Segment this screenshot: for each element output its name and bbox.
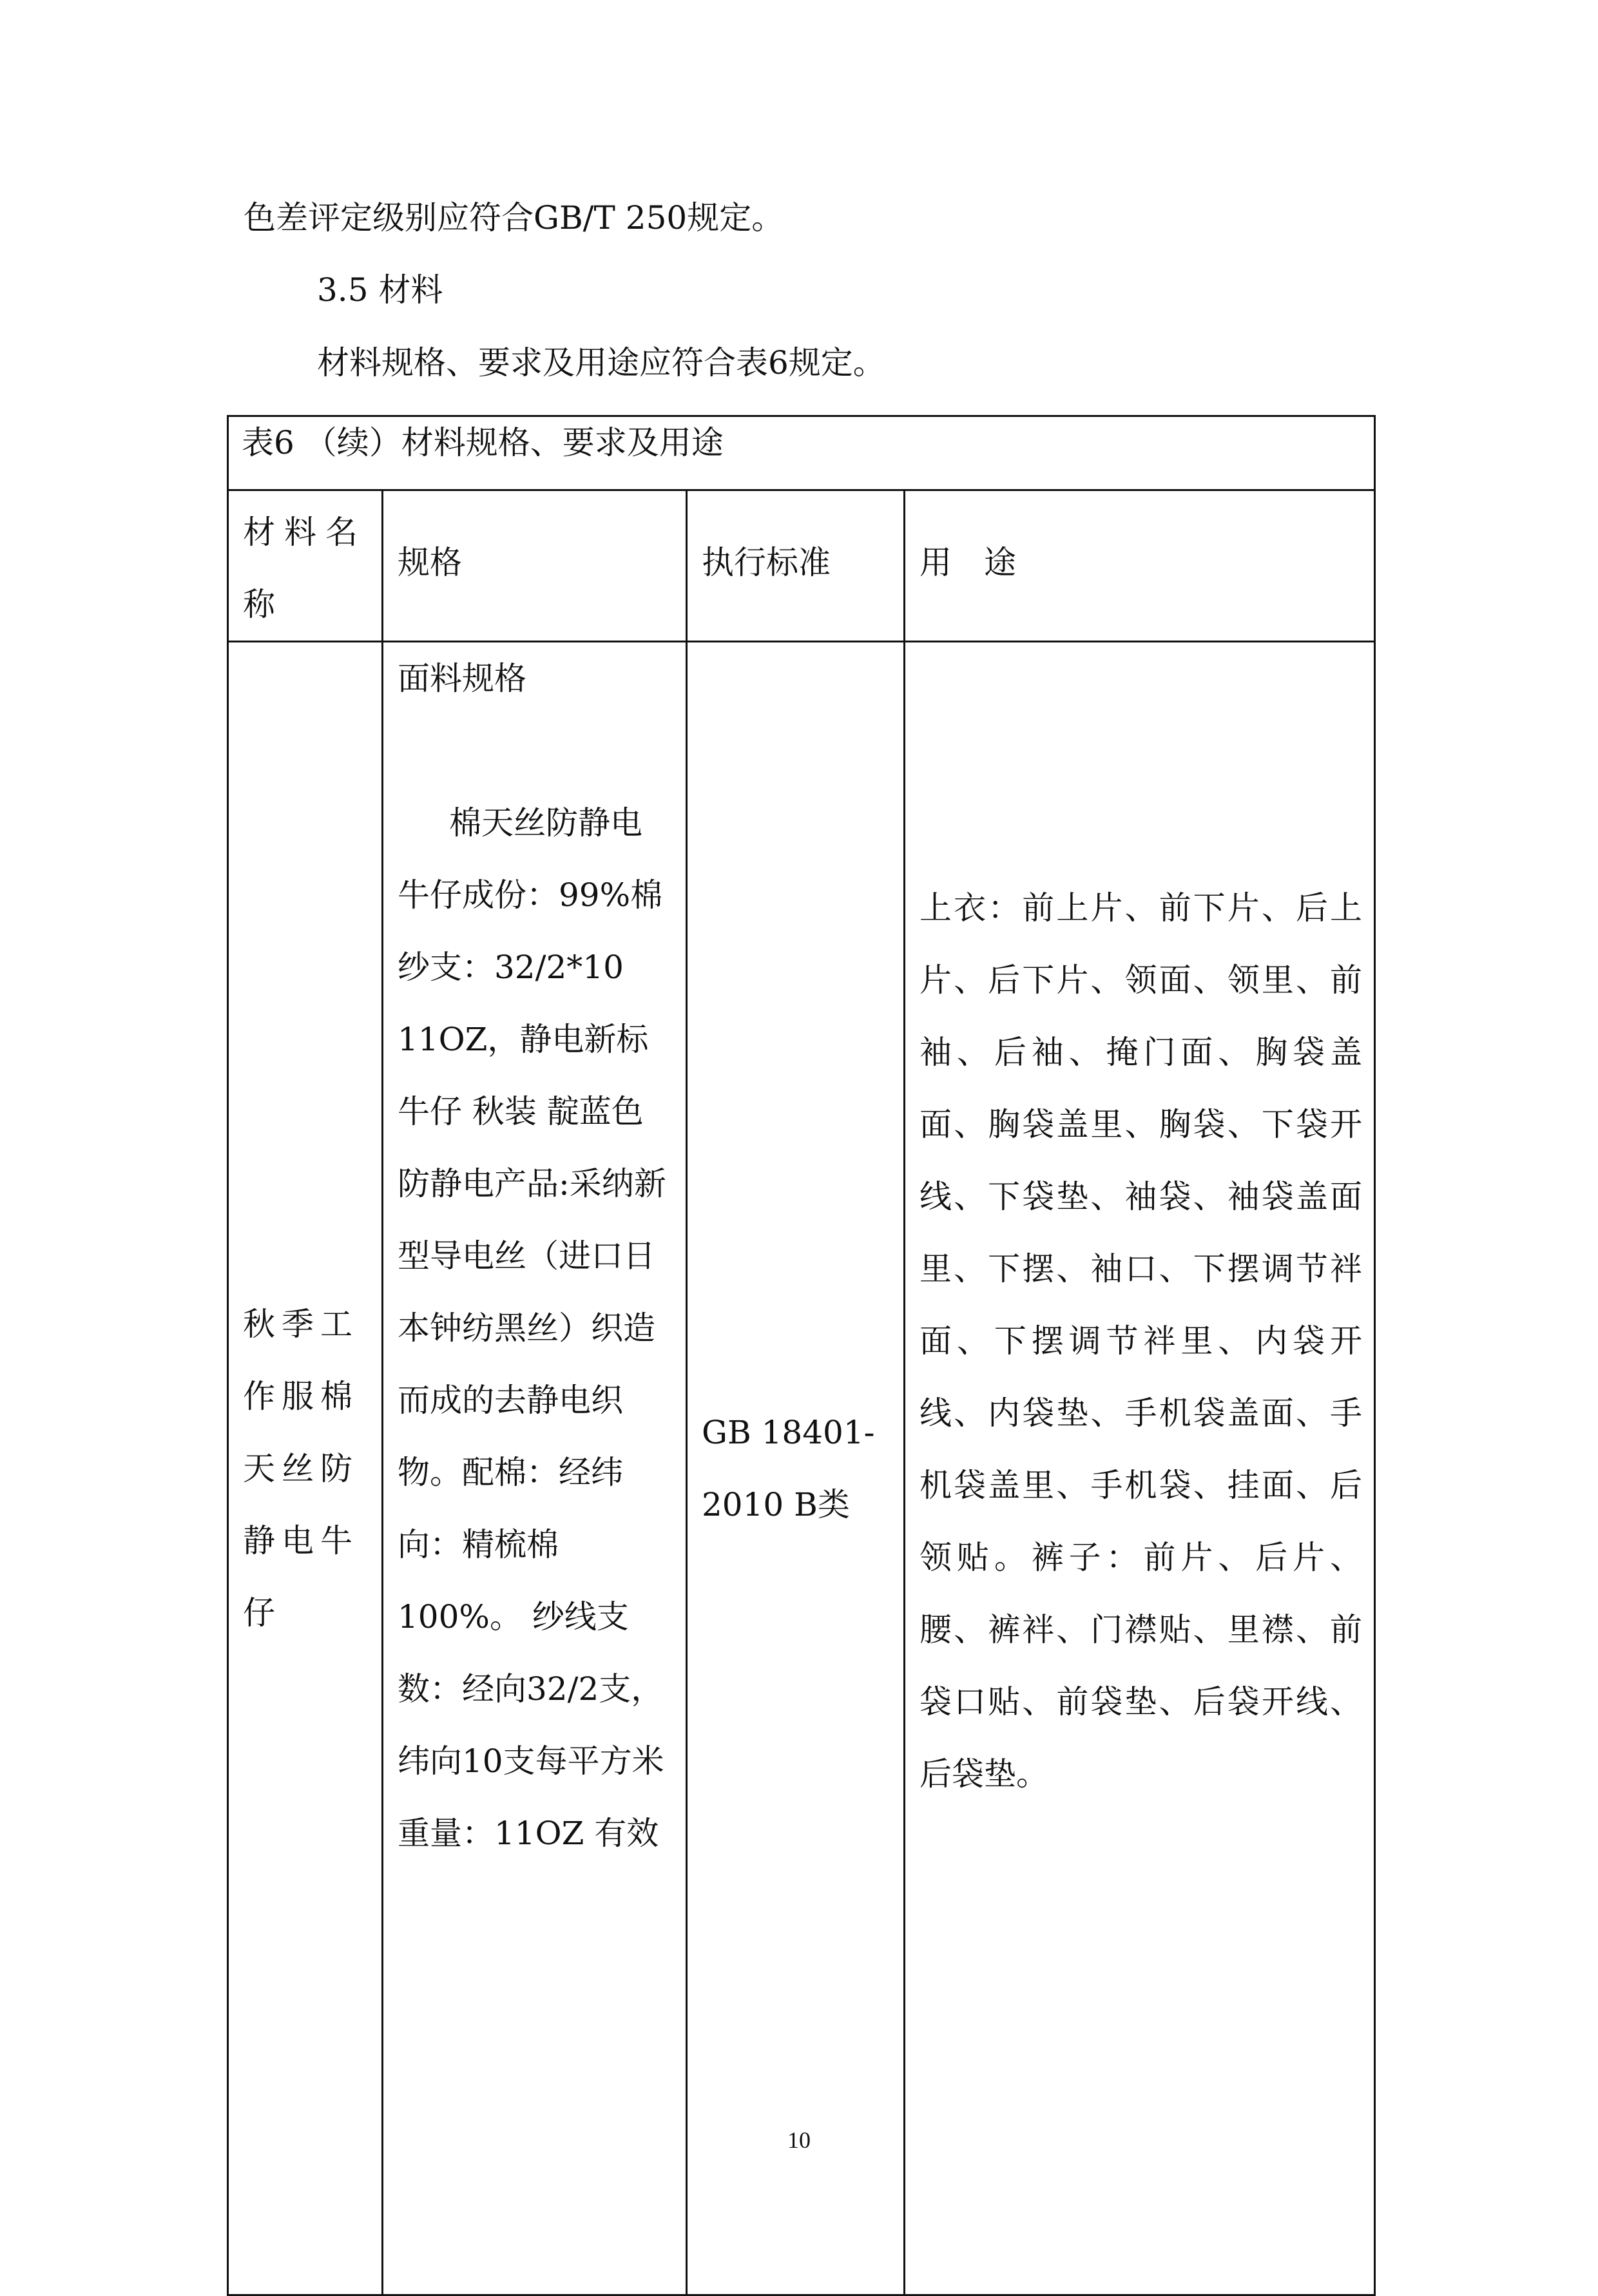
header-material-name: 材料名称 [228,490,383,642]
paragraph-materials-intro: 材料规格、要求及用途应符合表6规定。 [317,344,885,381]
materials-table [227,415,1376,2296]
spec-body: 棉天丝防静电牛仔成份：99%棉纱支：32/2*10 11OZ，静电新标牛仔 秋装 靛蓝色 防静电产品:采纳新型导电丝（进口日本钟纺黑丝）织造而成的去静电织物。配棉：经纬向：精梳棉100%。 纱线支数：经向32/2支，纬向10支每平方米重量：11OZ 有效 [398,804,666,1852]
page-number: 10 [787,2127,811,2153]
spec-spacer [398,715,671,787]
spec-title: 面料规格 [398,660,526,697]
header-spec: 规格 [383,490,687,642]
cell-spec [383,642,687,2295]
cell-material-name: 秋季工作服棉天丝防静电牛仔 [228,642,383,2295]
cell-usage: 上衣：前上片、前下片、后上片、后下片、领面、领里、前袖、后袖、掩门面、胸袋盖面、胸袋盖里、胸袋、下袋开线、下袋垫、袖袋、袖袋盖面里、下摆、袖口、下摆调节袢面、下摆调节袢里、内袋开线、内袋垫、手机袋盖面、手机袋盖里、手机袋、挂面、后领贴。裤子：前片、后片、腰、裤袢、门襟贴、里襟、前袋口贴、前袋垫、后袋开线、后袋垫。 [905,642,1375,2295]
header-standard: 执行标准 [687,490,905,642]
header-usage: 用 途 [905,490,1375,642]
table-caption: 表6 （续）材料规格、要求及用途 [228,416,1375,490]
table-caption-row [228,416,1375,490]
paragraph-color-grading: 色差评定级别应符合GB/T 250规定。 [244,199,784,236]
cell-standard: GB 18401-2010 B类 [687,642,905,2295]
table-row [228,642,1375,2295]
table-header-row [228,490,1375,642]
section-heading-materials: 3.5 材料 [317,271,443,309]
